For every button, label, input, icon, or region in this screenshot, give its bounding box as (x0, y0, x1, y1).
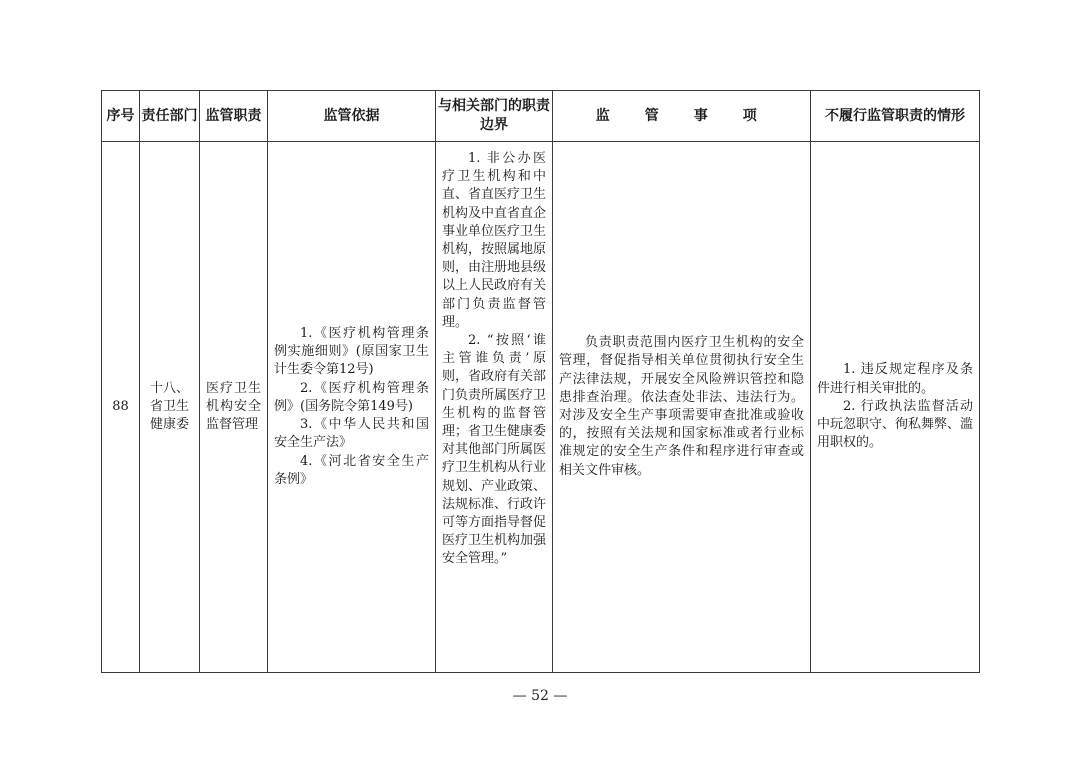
cell-duty: 医疗卫生机构安全监督管理 (200, 142, 268, 673)
header-items: 监 管 事 项 (553, 91, 811, 142)
header-boundary: 与相关部门的职责边界 (436, 91, 553, 142)
failure-item: 1. 违反规定程序及条件进行相关审批的。 (817, 362, 973, 396)
cell-dept (140, 142, 200, 673)
items-text: 负责职责范围内医疗卫生机构的安全管理，督促指导相关单位贯彻执行安全生产法律法规，开展安全风险辨识管控和隐患排查治理。依法查处非法、违法行为。对涉及安全生产事项需要审查批准或验收的，按照有关法规和国家标准或者行业标准规定的安全生产条件和程序进行审查或相关文件审核。 (559, 335, 804, 478)
boundary-item: 2. “按照‘谁主管谁负责’原则，省政府有关部门负责所属医疗卫生机构的监督管理；省卫生健康委对其他部门所属医疗卫生机构从行业规划、产业政策、法规标准、行政许可等方面指导督促医疗卫生机构加强安全管理。” (442, 333, 547, 567)
header-seq: 序号 (102, 91, 140, 142)
basis-item: 2.《医疗机构管理条例》(国务院令第149号) (274, 380, 429, 414)
cell-items (553, 142, 811, 673)
header-dept: 责任部门 (140, 91, 200, 142)
boundary-item: 1. 非公办医疗卫生机构和中直、省直医疗卫生机构及中直省直企事业单位医疗卫生机构，按照属地原则，由注册地县级以上人民政府有关部门负责监督管理。 (442, 151, 547, 330)
header-failure: 不履行监管职责的情形 (811, 91, 980, 142)
failure-item: 2. 行政执法监督活动中玩忽职守、徇私舞弊、滥用职权的。 (817, 398, 974, 451)
table-header-row (102, 91, 980, 142)
cell-basis (268, 142, 436, 673)
header-duty: 监管职责 (200, 91, 268, 142)
basis-item: 4.《河北省安全生产条例》 (274, 453, 429, 487)
cell-seq: 88 (102, 142, 140, 673)
supervision-duty-table (101, 90, 980, 673)
header-basis: 监管依据 (268, 91, 436, 142)
basis-item: 1.《医疗机构管理条例实施细则》(原国家卫生计生委令第12号) (274, 326, 429, 378)
cell-boundary (436, 142, 553, 673)
basis-item: 3.《中华人民共和国安全生产法》 (274, 417, 429, 451)
page-number: — 52 — (512, 688, 568, 704)
cell-failure (811, 142, 980, 673)
table-row (102, 142, 980, 673)
dept-line-1: 十八、 (149, 380, 189, 396)
dept-line-2: 省卫生健康委 (149, 398, 189, 433)
